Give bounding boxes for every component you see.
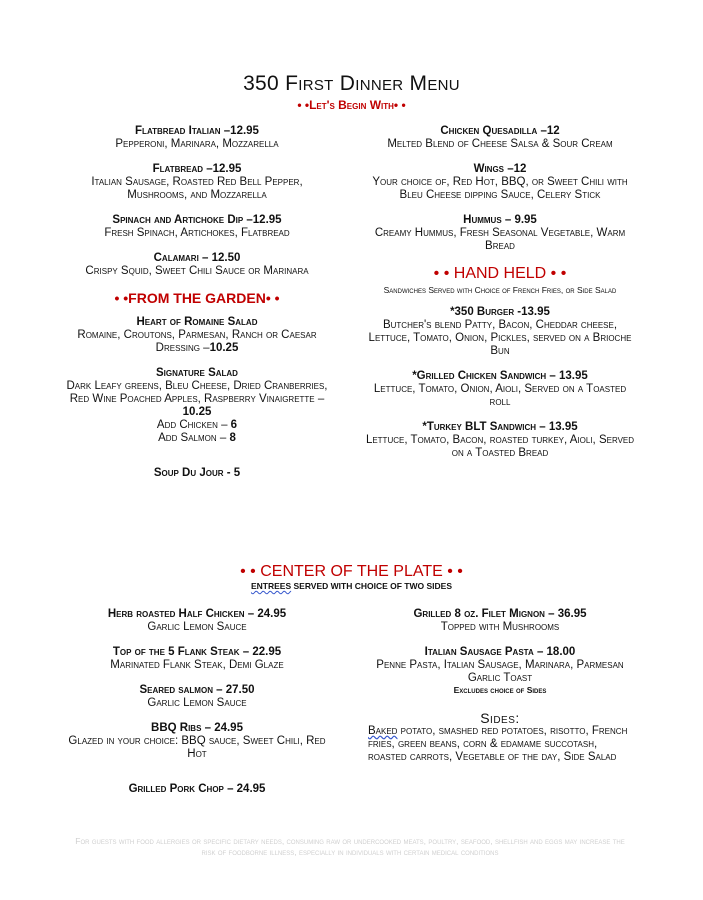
item-name: Flatbread Italian –12.95 bbox=[135, 125, 259, 137]
item-desc: Marinated Flank Steak, Demi Glaze bbox=[110, 659, 284, 671]
item-name: Signature Salad bbox=[156, 367, 238, 379]
item-name: Grilled Pork Chop – 24.95 bbox=[128, 783, 266, 795]
item-desc: Italian Sausage, Roasted Red Bell Pepper, Mushrooms, and Mozzarella bbox=[91, 176, 303, 201]
item-name: Italian Sausage Pasta – 18.00 bbox=[424, 646, 576, 658]
add-chicken: Add Chicken – 6 bbox=[156, 419, 238, 431]
item-desc: Creamy Hummus, Fresh Seasonal Vegetable, Warm Bread bbox=[374, 227, 626, 252]
menu-item bbox=[364, 125, 636, 151]
hand-held-heading: • • HAND HELD • • bbox=[433, 265, 567, 282]
menu-item bbox=[364, 163, 636, 202]
menu-item bbox=[66, 214, 328, 240]
item-desc: Romaine, Croutons, Parmesan, Ranch or Caesar Dressing –10.25 bbox=[77, 329, 317, 354]
item-desc: Dark Leafy greens, Bleu Cheese, Dried Cranberries, Red Wine Poached Apples, Raspberry Vinaigrette –10.25 bbox=[66, 380, 328, 418]
menu-item bbox=[66, 252, 328, 278]
allergy-disclaimer: For guests with food allergies or specific dietary needs, consuming raw or undercooked meats, poultry, seafood, shellfish and eggs may increase the risk of foodborne illness, especially in individuals with certain medical conditions bbox=[75, 836, 625, 857]
item-name: Spinach and Artichoke Dip –12.95 bbox=[112, 214, 282, 226]
menu-item bbox=[66, 722, 328, 761]
item-name: BBQ Ribs – 24.95 bbox=[151, 722, 243, 734]
item-name: Grilled 8 oz. Filet Mignon – 36.95 bbox=[413, 608, 587, 620]
entrees-left-column bbox=[66, 608, 328, 808]
menu-item bbox=[66, 783, 328, 796]
hand-held-note: Sandwiches Served with Choice of French Fries, or Side Salad bbox=[383, 285, 617, 295]
item-name: Seared salmon – 27.50 bbox=[139, 684, 255, 696]
menu-item bbox=[364, 646, 636, 696]
item-name: Heart of Romaine Salad bbox=[136, 316, 258, 328]
sides-list: Baked potato, smashed red potatoes, risotto, French fries, green beans, corn & edamame succotash, roasted carrots, Vegetable of the day, Side Salad bbox=[368, 725, 628, 763]
item-desc: Pepperoni, Marinara, Mozzarella bbox=[115, 138, 279, 150]
item-name: *Grilled Chicken Sandwich – 13.95 bbox=[412, 370, 588, 382]
pasta-note: Excludes choice of Sides bbox=[453, 685, 547, 695]
item-name: Wings –12 bbox=[473, 163, 527, 175]
item-name: Hummus – 9.95 bbox=[463, 214, 537, 226]
item-name: Chicken Quesadilla –12 bbox=[440, 125, 560, 137]
menu-item bbox=[66, 316, 328, 355]
item-desc: Crispy Squid, Sweet Chili Sauce or Marinara bbox=[85, 265, 309, 277]
starters-left-column bbox=[66, 125, 328, 480]
menu-item bbox=[364, 214, 636, 253]
item-desc: Topped with Mushrooms bbox=[440, 621, 560, 633]
item-desc: Your choice of, Red Hot, BBQ, or Sweet Chili with Bleu Cheese dipping Sauce, Celery Stick bbox=[372, 176, 628, 201]
menu-item bbox=[364, 306, 636, 358]
sides-heading: Sides: bbox=[480, 710, 520, 726]
menu-item bbox=[66, 163, 328, 202]
starters-heading: • •Let's Begin With• • bbox=[297, 98, 406, 112]
menu-item bbox=[66, 367, 328, 445]
item-desc: Lettuce, Tomato, Onion, Aioli, Served on a Toasted roll bbox=[373, 383, 627, 408]
menu-item bbox=[364, 608, 636, 634]
garden-heading: • •FROM THE GARDEN• • bbox=[114, 290, 280, 306]
center-plate-note: ENTREES SERVED WITH CHOICE OF TWO SIDES bbox=[250, 581, 453, 591]
menu-item bbox=[66, 608, 328, 634]
menu-item bbox=[364, 421, 636, 460]
center-plate-heading: • • CENTER OF THE PLATE • • bbox=[240, 563, 463, 580]
add-salmon: Add Salmon – 8 bbox=[158, 432, 236, 444]
menu-item bbox=[66, 646, 328, 672]
item-desc: Lettuce, Tomato, Bacon, roasted turkey, Aioli, Served on a Toasted Bread bbox=[365, 434, 635, 459]
menu-item bbox=[364, 370, 636, 409]
center-plate-header bbox=[0, 563, 703, 592]
item-desc: Garlic Lemon Sauce bbox=[147, 621, 247, 633]
item-desc: Melted Blend of Cheese Salsa & Sour Cream bbox=[387, 138, 613, 150]
soup-item: Soup Du Jour - 5 bbox=[153, 467, 241, 479]
item-desc: Glazed in your choice: BBQ sauce, Sweet Chili, Red Hot bbox=[68, 735, 326, 760]
menu-title: 350 First Dinner Menu bbox=[243, 72, 460, 95]
item-desc: Penne Pasta, Italian Sausage, Marinara, Parmesan Garlic Toast bbox=[376, 659, 624, 684]
entrees-right-column bbox=[364, 608, 636, 764]
item-desc: Butcher's blend Patty, Bacon, Cheddar cheese, Lettuce, Tomato, Onion, Pickles, served on a Brioche Bun bbox=[368, 319, 632, 357]
item-name: Flatbread –12.95 bbox=[152, 163, 242, 175]
menu-item bbox=[66, 125, 328, 151]
item-name: *350 Burger -13.95 bbox=[450, 306, 550, 318]
menu-item bbox=[66, 684, 328, 710]
item-name: *Turkey BLT Sandwich – 13.95 bbox=[422, 421, 578, 433]
item-name: Top of the 5 Flank Steak – 22.95 bbox=[112, 646, 282, 658]
item-name: Calamari – 12.50 bbox=[153, 252, 241, 264]
item-name: Herb roasted Half Chicken – 24.95 bbox=[107, 608, 287, 620]
starters-right-column bbox=[364, 125, 636, 472]
item-desc: Fresh Spinach, Artichokes, Flatbread bbox=[104, 227, 290, 239]
item-desc: Garlic Lemon Sauce bbox=[147, 697, 247, 709]
